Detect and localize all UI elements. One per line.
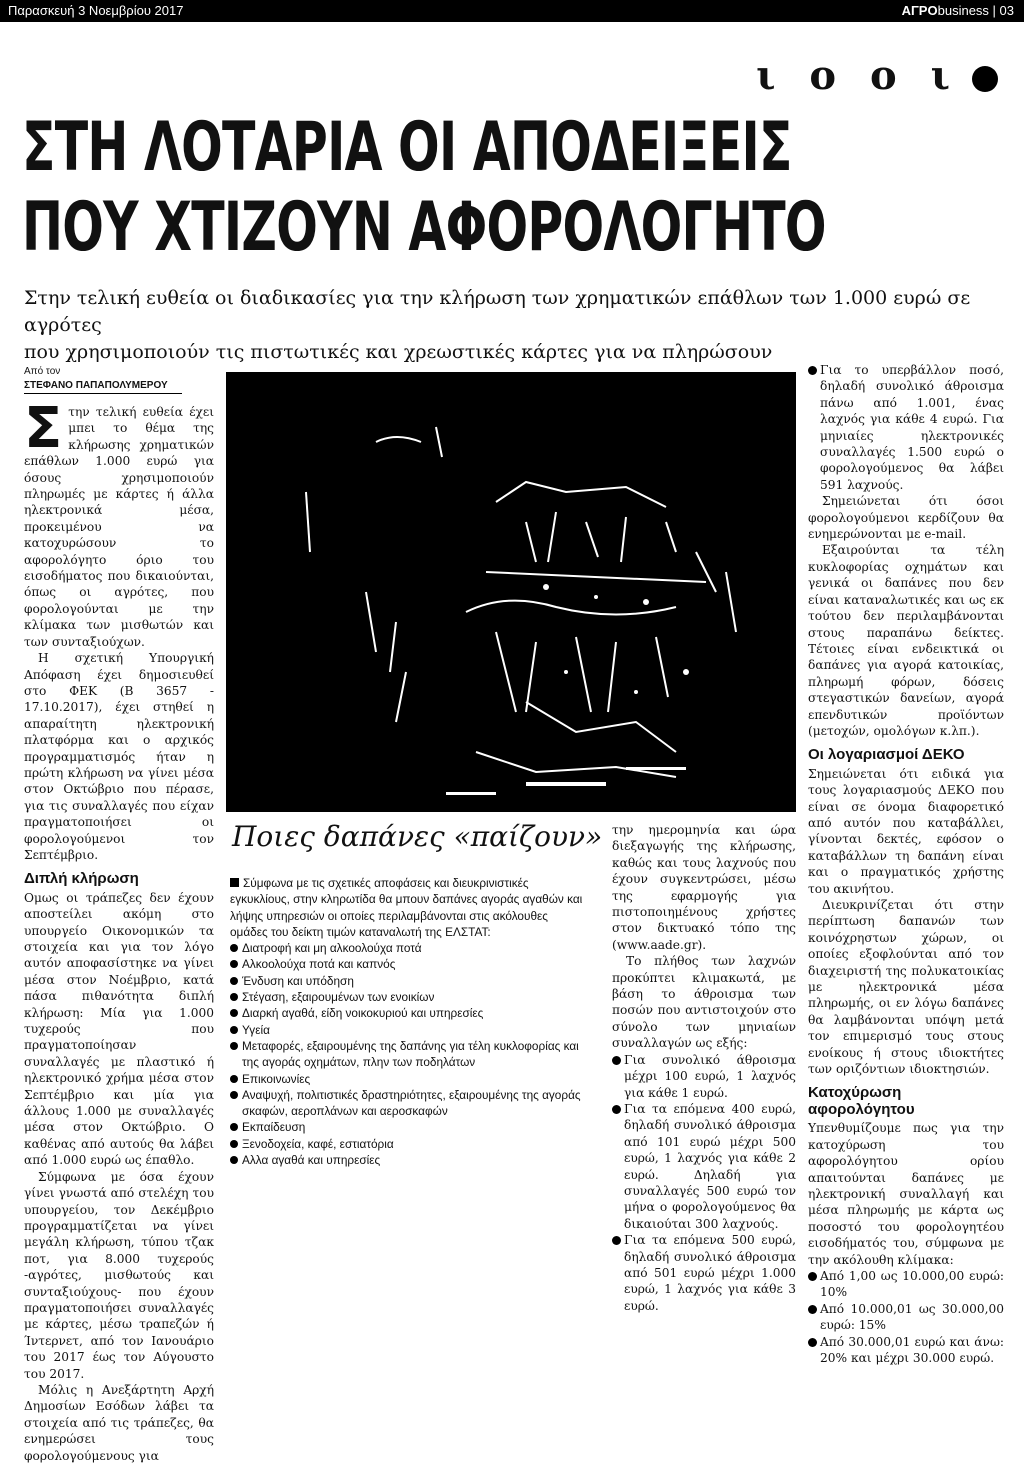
list-item: Επικοινωνίες (230, 1071, 588, 1087)
author-name: ΣΤΕΦΑΝΟ ΠΑΠΑΠΟΛΥΜΕΡΟΥ (24, 379, 182, 394)
subheadline: Στην τελική ευθεία οι διαδικασίες για την κλήρωση των χρηματικών επάθλων των 1.000 ευρώ σε αγρότες που χρησιμοποιούν τις πιστωτικές και χρεωστικές κάρτες για να πληρώσουν (24, 287, 971, 363)
top-bar (0, 0, 1024, 22)
list-item: Από 30.000,01 ευρώ και άνω: 20% και μέχρι 30.000 ευρώ. (808, 1334, 1004, 1367)
list-item: Ξενοδοχεία, καφέ, εστιατόρια (230, 1136, 588, 1152)
expenses-box: Σύμφωνα με τις σχετικές αποφάσεις και διευκρινιστικές εγκυκλίους, στην κληρωτίδα θα μπουν δαπάνες αγοράς αγαθών και λήψης υπηρεσιών οι οποίες περιλαμβάνονται στις ακόλουθες ομάδες του δείκτη τιμών καταναλωτή της ΕΛΣΤΑΤ: Διατροφή και μη αλκοολούχα ποτά Αλκοολούχα ποτά και καπνός Ένδυση και υπόδηση Στέγαση, εξαιρουμένων των ενοικίων Διαρκή αγαθά, είδη νοικοκυριού και υπηρεσίες Υγεία Μεταφορές, εξαιρουμένης της δαπάνης για τέλη κυκλοφορίας και της αγοράς οχημάτων, πλην των ποδηλάτων Επικοινωνίες Αναψυχή, πολιτιστικές δραστηριότητες, εξαιρουμένης της αγοράς σκαφών, αεροπλάνων και αεροσκαφών Εκπαίδευση Ξενοδοχεία, καφέ, εστιατόρια Αλλα αγαθά και υπηρεσίες (230, 875, 588, 1168)
list-item: Διαρκή αγαθά, είδη νοικοκυριού και υπηρεσίες (230, 1005, 588, 1021)
logo-dot-icon (972, 66, 998, 92)
headline: ΣΤΗ ΛΟΤΑΡΙΑ ΟΙ ΑΠΟΔΕΙΞΕΙΣ ΠΟΥ ΧΤΙΖΟΥΝ ΑΦΟΡΟΛΟΓΗΤΟ (22, 108, 826, 267)
list-item: Από 1,00 ως 10.000,00 ευρώ: 10% (808, 1268, 1004, 1301)
list-item: Για συνολικό άθροισμα μέχρι 100 ευρώ, 1 λαχνός για κάθε 1 ευρώ. (612, 1052, 796, 1101)
list-item: Εκπαίδευση (230, 1119, 588, 1135)
list-item: Από 10.000,01 ως 30.000,00 ευρώ: 15% (808, 1301, 1004, 1334)
page-number: | 03 (992, 3, 1014, 18)
list-item: Υγεία (230, 1022, 588, 1038)
article-photo (226, 372, 796, 812)
photo-image (226, 372, 796, 812)
list-item: Διατροφή και μη αλκοολούχα ποτά (230, 940, 588, 956)
list-item: Μεταφορές, εξαιρουμένης της δαπάνης για τέλη κυκλοφορίας και της αγοράς οχημάτων, πλην των ποδηλάτων (230, 1038, 588, 1071)
section-heading: Κατοχύρωση αφορολόγητου (808, 1084, 915, 1118)
list-item: Αλλα αγαθά και υπηρεσίες (230, 1152, 588, 1168)
section-heading: Διπλή κλήρωση (24, 870, 139, 888)
list-item: Αναψυχή, πολιτιστικές δραστηριότητες, εξαιρουμένης της αγοράς σκαφών, αεροπλάνων και αεροσκαφών (230, 1087, 588, 1120)
issue-date: Παρασκευή 3 Νοεμβρίου 2017 (8, 3, 184, 18)
list-item: Για τα επόμενα 400 ευρώ, δηλαδή συνολικό άθροισμα από 101 ευρώ μέχρι 500 ευρώ, 1 λαχνός για κάθε 2 ευρώ. Δηλαδή για συναλλαγές 500 ευρώ τον μήνα ο φορολογούμενος θα δικαιούται 300 λαχνούς. (612, 1101, 796, 1232)
brand-logo: ΑΓΡΟbusiness | 03 (901, 3, 1014, 18)
list-item: Αλκοολούχα ποτά και καπνός (230, 956, 588, 972)
box-title: Ποιες δαπάνες «παίζουν» (232, 820, 603, 853)
drop-cap: Σ (24, 396, 63, 461)
column-4: Για το υπερβάλλον ποσό, δηλαδή συνολικό άθροισμα πάνω από 1.001, ένας λαχνός για κάθε 4 ευρώ. Για μηνιαίες ηλεκτρονικές συναλλαγές 1.500 ευρώ ο φορολογούμενος θα λάβει 591 λαχνούς. Σημειώνεται ότι όσοι φορολογούμενοι κερδίζουν θα ενημερώνονται με e-mail. Εξαιρούνται τα τέλη κυκλοφορίας οχημάτων και γενικά οι δαπάνες που δεν είναι καταναλωτικές και ως εκ τούτου δεν περιλαμβάνονται στους παραπάνω δείκτες. Τέτοιες είναι ενδεικτικά οι δαπάνες για αγορά κατοικίας, πληρωμή φόρων, δόσεις στεγαστικών δανείων, αγορά επενδυτικών προϊόντων (μετοχών, ομολόγων κ.λπ.). Οι λογαριασμοί ΔΕΚΟ Σημειώνεται ότι ειδικά για τους λογαριασμούς ΔΕΚΟ που είναι σε όνομα διαφορετικό από αυτόν που καταβάλλει, γίνονται δεκτές, εφόσον ο καταβάλλων τη δαπάνη είναι και ο πραγματικός χρήστης του ακινήτου. Διευκρινίζεται ότι στην περίπτωση δαπανών των κοινόχρηστων χώρων, οι οποίες εξοφλούνται από τον διαχειριστή της πολυκατοικίας με ηλεκτρονικά μέσα πληρωμής, οι εν λόγω δαπάνες θα λαμβάνονται υπόψη μετά τον επιμερισμό τους στους ενοίκους ή στους ιδιοκτήτες των οριζόντιων ιδιοκτησιών. Κατοχύρωση αφορολόγητου Υπενθυμίζουμε πως για την κατοχύρωση του αφορολόγητου ορίου απαιτούνται δαπάνες με ηλεκτρονική συναλλαγή και μέσα πληρωμής με κάρτα ως ποσοστό του φορολογητέου εισοδήματός του, σύμφωνα με την ακόλουθη κλίμακα: Από 1,00 ως 10.000,00 ευρώ: 10% Από 10.000,01 ως 30.000,00 ευρώ: 15% Από 30.000,01 ευρώ και άνω: 20% και μέχρι 30.000 ευρώ. (808, 363, 1004, 1365)
byline: Από τον ΣΤΕΦΑΝΟ ΠΑΠΑΠΟΛΥΜΕΡΟΥ (24, 365, 182, 394)
list-item: Στέγαση, εξαιρουμένων των ενοικίων (230, 989, 588, 1005)
column-3: την ημερομηνία και ώρα διεξαγωγής της κλήρωσης, καθώς και τους λαχνούς που έχουν συγκεντρώσει, μέσω της εφαρμογής για πιστοποιημένους χρήστες στον δικτυακό τόπο της (www.aade.gr). Το πλήθος των λαχνών προκύπτει κλιμακωτά, με βάση το άθροισμα των ποσών που αντιστοιχούν στο σύνολο των μηνιαίων συναλλαγών ως εξής: Για συνολικό άθροισμα μέχρι 100 ευρώ, 1 λαχνός για κάθε 1 ευρώ. Για τα επόμενα 400 ευρώ, δηλαδή συνολικό άθροισμα από 101 ευρώ μέχρι 500 ευρώ, 1 λαχνός για κάθε 2 ευρώ. Δηλαδή για συναλλαγές 500 ευρώ τον μήνα ο φορολογούμενος θα δικαιούται 300 λαχνούς. Για τα επόμενα 500 ευρώ, δηλαδή συνολικό άθροισμα από 501 ευρώ μέχρι 1.000 ευρώ, 1 λαχνός για κάθε 3 ευρώ. (612, 823, 796, 1313)
list-item: Για τα επόμενα 500 ευρώ, δηλαδή συνολικό άθροισμα από 501 ευρώ μέχρι 1.000 ευρώ, 1 λαχνός για κάθε 3 ευρώ. (612, 1232, 796, 1314)
column-1: Στην τελική ευθεία έχει μπει το θέμα της κλήρωσης χρηματικών επάθλων 1.000 ευρώ για όσους χρησιμοποιούν πληρωμές με κάρτες ή άλλα ηλεκτρονικά μέσα, προκειμένου να κατοχυρώσουν το αφορολόγητο όριο του εισοδήματος που δικαιούνται, όπως οι αγρότες, που φορολογούνται με την κλίμακα των μισθωτών και των συνταξιούχων. Η σχετική Υπουργική Απόφαση έχει δημοσιευθεί στο ΦΕΚ (Β 3657 - 17.10.2017), έχει στηθεί η απαραίτητη ηλεκτρονική πλατφόρμα και ο αρχικός προγραμματισμός ήταν η πρώτη κλήρωση να γίνει μέσα στον Οκτώβριο που πέρασε, για τις συναλλαγές που είχαν πραγματοποιήσει οι φορολογούμενοι τον Σεπτέμβριο. Διπλή κλήρωση Ομως οι τράπεζες δεν έχουν αποστείλει ακόμη στο υπουργείο Οικονομικών τα στοιχεία και για τον λόγο αυτόν αποφασίστηκε να γίνει μέσα στον Νοέμβριο, κατά πάσα πιθανότητα διπλή κλήρωση: Μία για 1.000 τυχερούς που πραγματοποίησαν συναλλαγές με πλαστικό ή ηλεκτρονικό χρήμα μέσα στον Σεπτέμβριο και μία για άλλους 1.000 με συναλλαγές μέσα στον Οκτώβριο. Ο καθένας από αυτούς θα λάβει από 1.000 ευρώ ως έπαθλο. Σύμφωνα με όσα έχουν γίνει γνωστά από στελέχη του υπουργείου, τον Δεκέμβριο προγραμματίζεται να γίνει μεγάλη κλήρωση, τύπου τζακ ποτ, για 8.000 τυχερούς -αγρότες, μισθωτούς και συνταξιούχους- που έχουν πραγματοποιήσει συναλλαγές με κάρτες, μέσω τραπεζών ή Ίντερνετ, από τον Ιανουάριο του 2017 έως τον Αύγουστο του 2017. Μόλις η Ανεξάρτητη Αρχή Δημοσίων Εσόδων λάβει τα στοιχεία από τις τράπεζες, θα ενημερώσει τους φορολογούμενους για (24, 396, 214, 1463)
section-logo: ι ο ο ι (756, 52, 998, 99)
section-heading: Οι λογαριασμοί ΔΕΚΟ (808, 746, 965, 764)
list-item: Ένδυση και υπόδηση (230, 973, 588, 989)
list-item: Για το υπερβάλλον ποσό, δηλαδή συνολικό άθροισμα πάνω από 1.001, ένας λαχνός για κάθε 4 ευρώ. Για μηνιαίες ηλεκτρονικές συναλλαγές 1.500 ευρώ ο φορολογούμενος θα λάβει 591 λαχνούς. (808, 362, 1004, 493)
